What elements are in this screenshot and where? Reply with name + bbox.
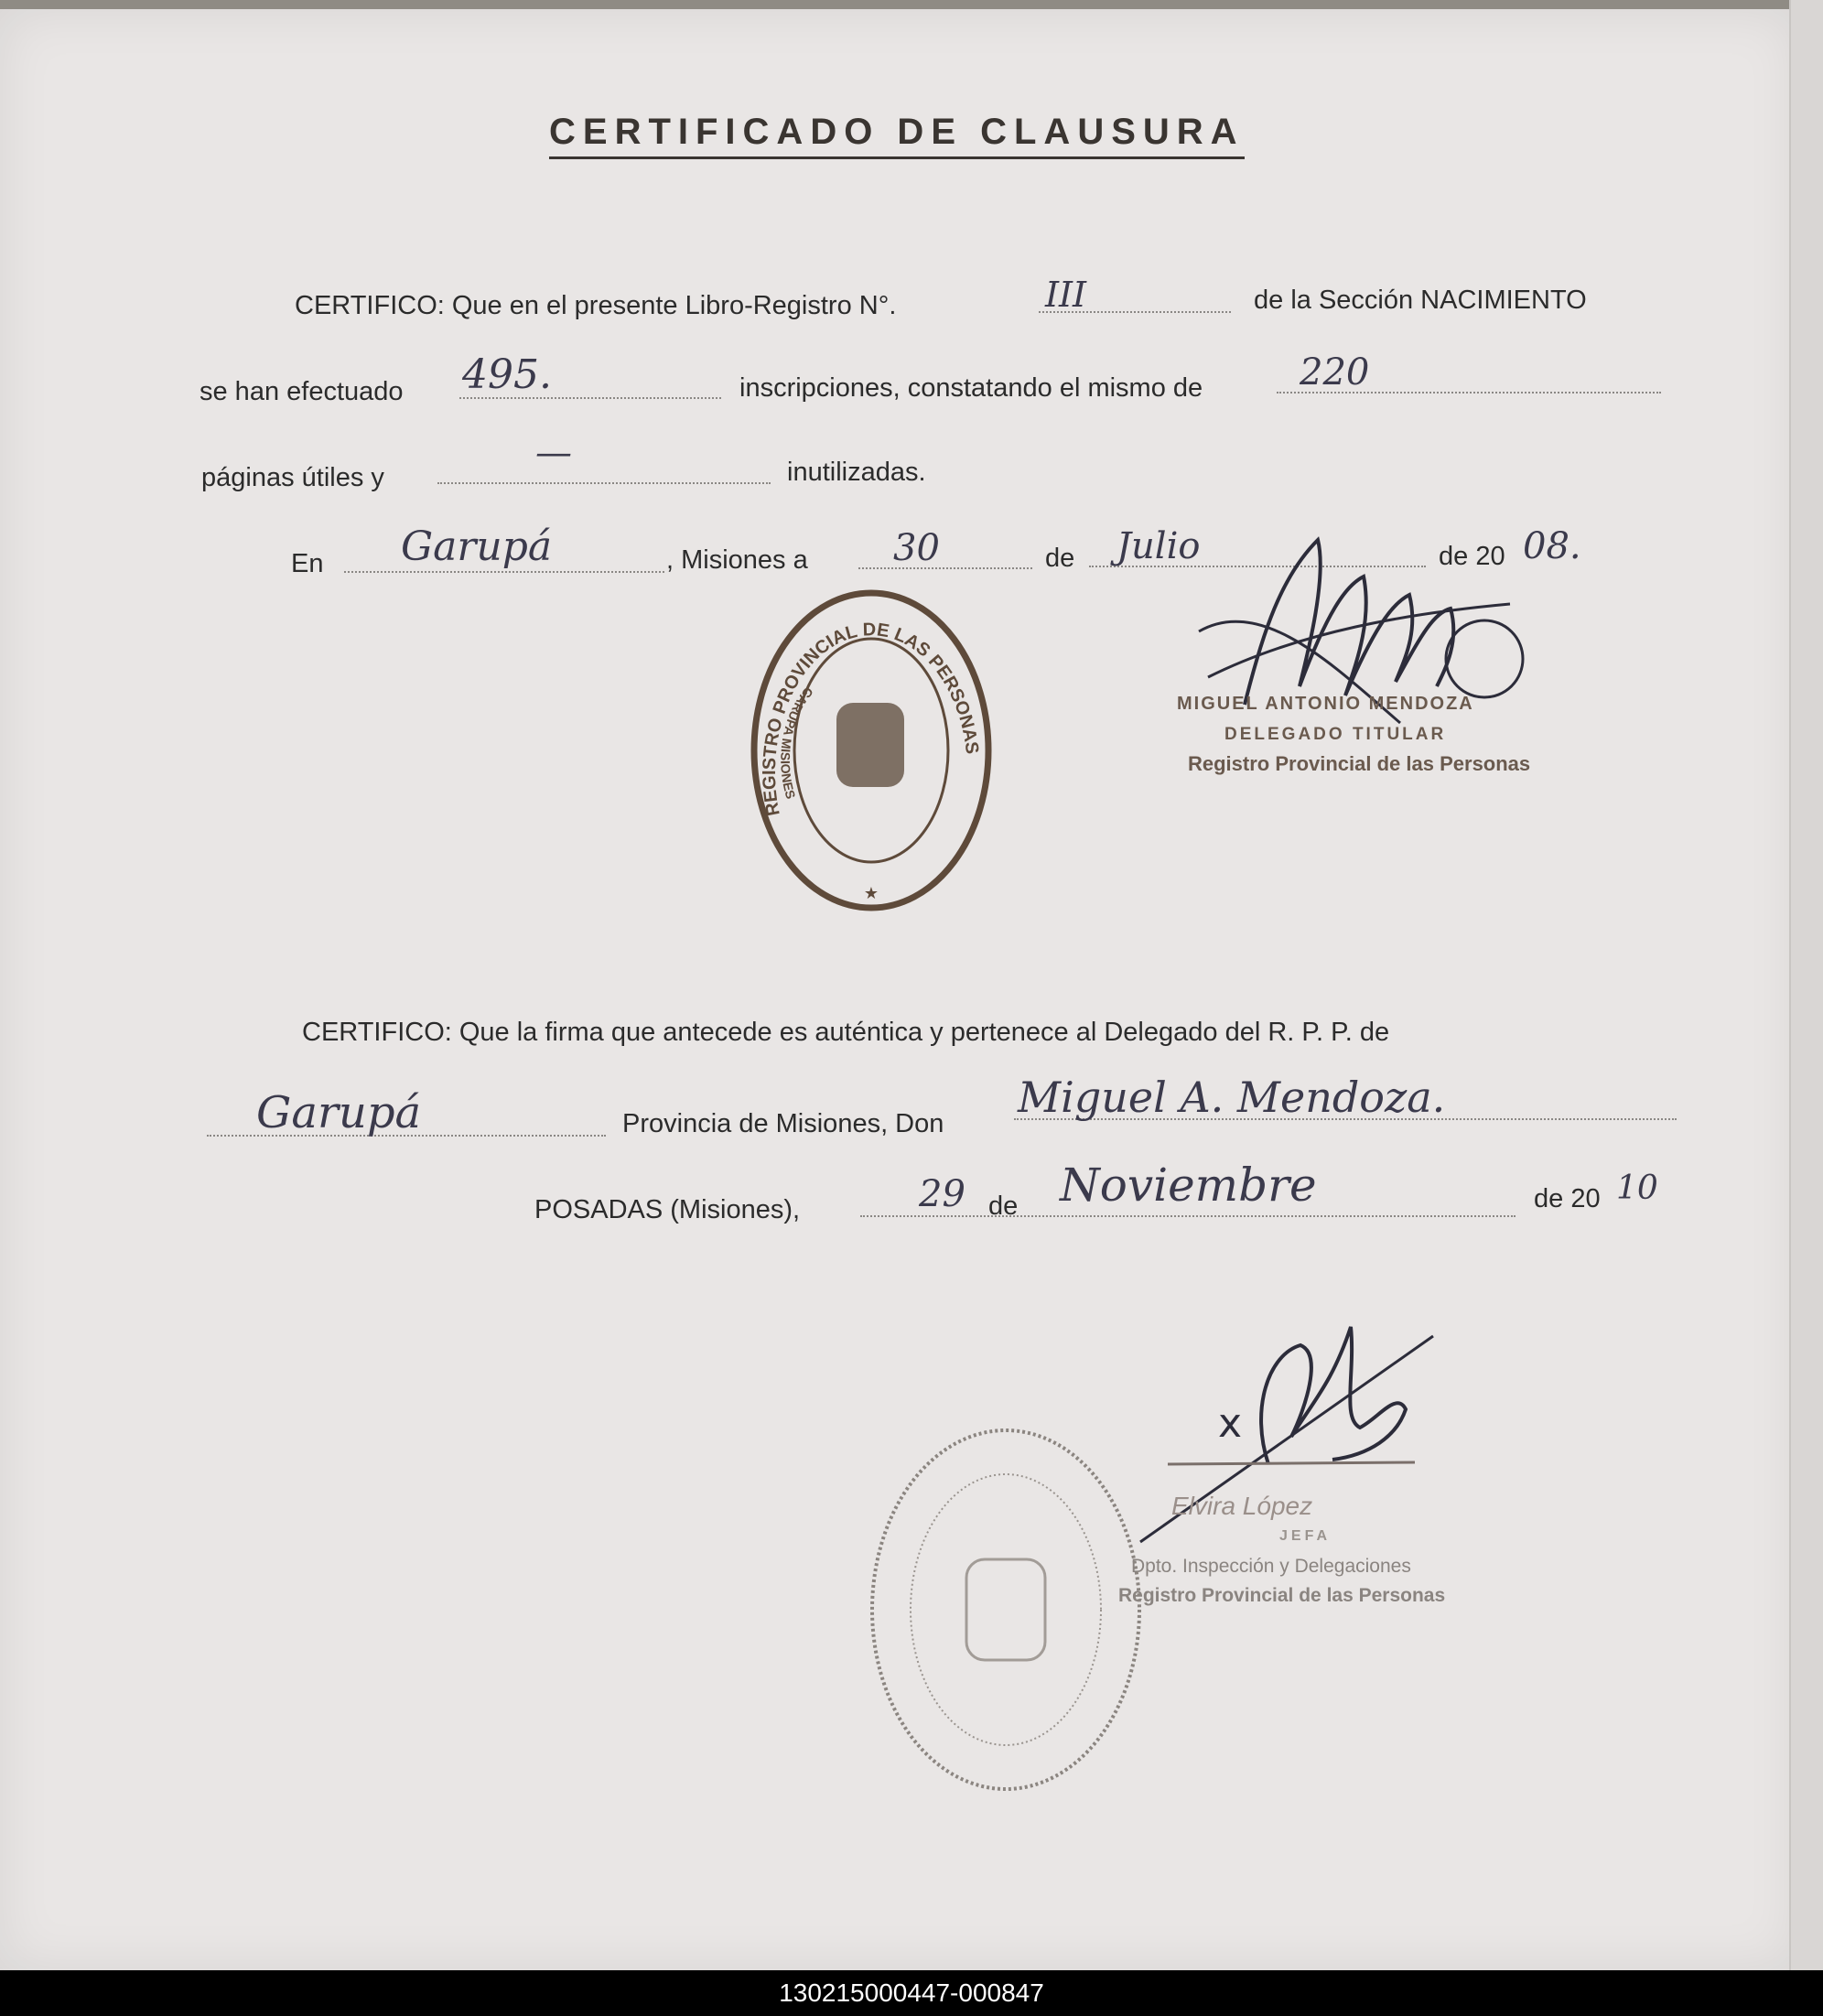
lugar-field	[344, 571, 664, 573]
cert2-line3-de: de	[988, 1191, 1019, 1221]
cert2-mes-value: Noviembre	[1060, 1159, 1317, 1212]
official-seal-registro	[743, 586, 999, 915]
cert2-nombre-value: Miguel A. Mendoza.	[1018, 1073, 1446, 1122]
cert1-line2-rest: inscripciones, constatando el mismo de	[739, 373, 1203, 403]
cert1-line1-text: CERTIFICO: Que en el presente Libro-Registro N°.	[295, 291, 897, 320]
cert1-line3-text: páginas útiles y	[201, 463, 384, 492]
signer2-role: JEFA	[1279, 1528, 1332, 1544]
signer1-org: Registro Provincial de las Personas	[1188, 752, 1531, 775]
cert1-line4-year-label: de 20	[1439, 542, 1505, 571]
cert1-line4-en: En	[291, 549, 324, 578]
svg-text:★: ★	[863, 884, 879, 902]
mes-value: Julio	[1116, 525, 1201, 567]
signer1-name: MIGUEL ANTONIO MENDOZA	[1177, 694, 1474, 714]
cert1-line2-text: se han efectuado	[200, 377, 404, 406]
signer2-name: Elvira López	[1171, 1492, 1313, 1520]
seal-ring-text: REGISTRO PROVINCIAL DE LAS PERSONAS	[759, 620, 983, 818]
cert2-lugar-value: Garupá	[256, 1087, 422, 1138]
cert1-line1-section: de la Sección NACIMIENTO	[1254, 286, 1587, 315]
cert1-line4-misiones: , Misiones a	[666, 545, 808, 575]
inutilizadas-field	[437, 482, 771, 484]
inscripciones-value: 495.	[462, 351, 552, 398]
paginas-value: 220	[1300, 351, 1370, 393]
lugar-value: Garupá	[401, 523, 553, 570]
cert2-line3-text: POSADAS (Misiones),	[534, 1195, 801, 1224]
scan-footer-code: 130215000447-000847	[0, 1970, 1823, 2016]
svg-text:x: x	[1218, 1400, 1243, 1447]
seal-inner-text: GARUPA MISIONES	[778, 684, 816, 801]
official-seal-faint	[864, 1422, 1148, 1797]
signer2-dept: Dpto. Inspección y Delegaciones	[1131, 1556, 1411, 1577]
document-title: CERTIFICADO DE CLAUSURA	[549, 112, 1245, 159]
signer2-org: Registro Provincial de las Personas	[1118, 1585, 1446, 1606]
binding-edge	[1789, 0, 1823, 1970]
cert1-line4-de: de	[1045, 544, 1075, 573]
cert1-line3-rest: inutilizadas.	[787, 458, 926, 487]
anio-value: 08.	[1523, 525, 1581, 567]
signer1-role: DELEGADO TITULAR	[1224, 725, 1447, 744]
dia-value: 30	[893, 527, 940, 569]
cert2-fecha-field	[860, 1215, 1516, 1217]
cert2-line2-text: Provincia de Misiones, Don	[622, 1109, 944, 1138]
cert2-dia-value: 29	[919, 1173, 965, 1215]
cert2-line1-text: CERTIFICO: Que la firma que antecede es auténtica y pertenece al Delegado del R. P. P. de	[302, 1018, 1390, 1047]
cert2-line3-year-label: de 20	[1534, 1184, 1601, 1213]
inutilizadas-value: —	[535, 432, 572, 474]
libro-number-value: III	[1045, 275, 1087, 315]
cert2-anio-value: 10	[1616, 1170, 1658, 1207]
dia-field	[858, 567, 1032, 569]
